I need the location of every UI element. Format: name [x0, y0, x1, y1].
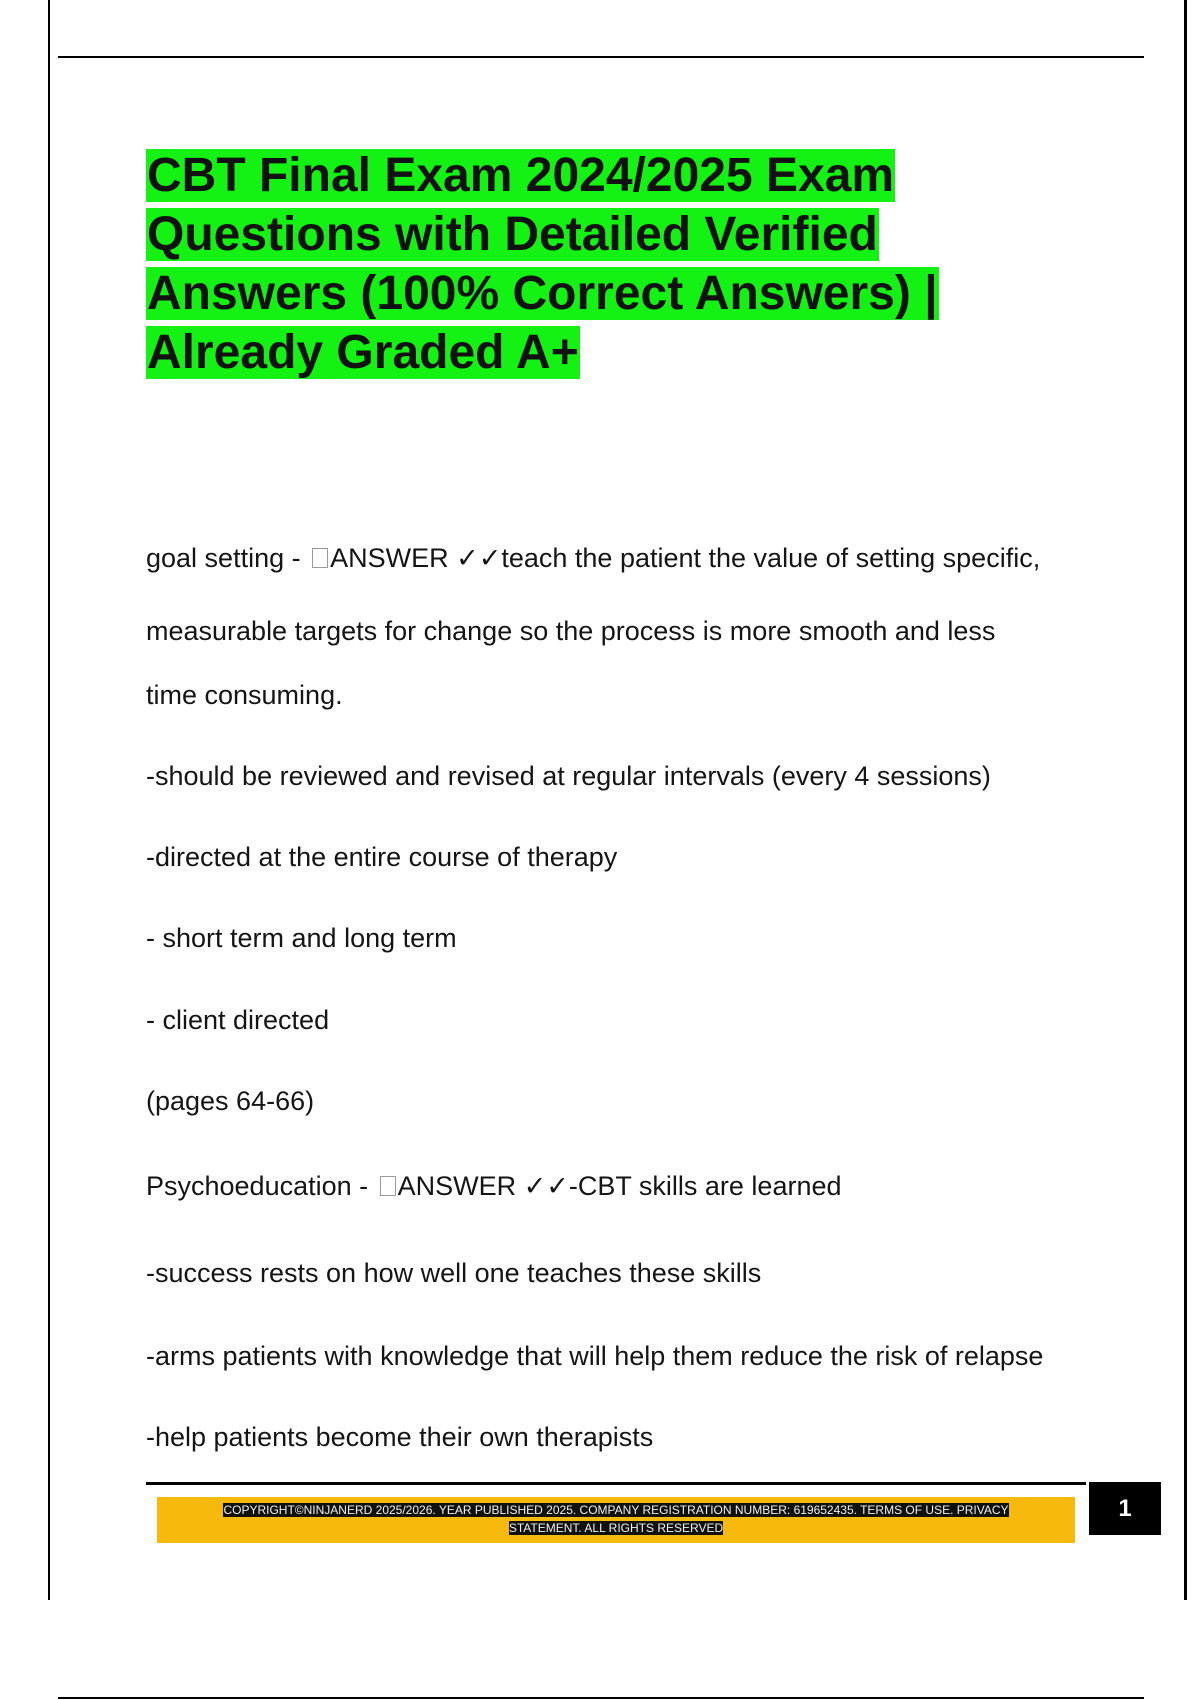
- document-title: [146, 146, 966, 382]
- answer-text: -CBT skills are learned: [568, 1171, 842, 1201]
- header-rule: [58, 56, 1144, 58]
- answer-marker: ANSWER ✓✓: [397, 1171, 569, 1201]
- answer-line: -success rests on how well one teaches these skills: [146, 1258, 762, 1288]
- qa-item-psychoeducation: [146, 1171, 842, 1202]
- title-line: Questions with Detailed Verified: [147, 208, 878, 261]
- page-left-border: [48, 0, 50, 1600]
- answer-text: teach the patient the value of setting specific,: [501, 543, 1041, 573]
- answer-line: -help patients become their own therapists: [146, 1422, 654, 1452]
- answer-line: time consuming.: [146, 680, 343, 710]
- page-number: 1: [1089, 1482, 1161, 1535]
- title-line: CBT Final Exam 2024/2025 Exam: [147, 149, 895, 202]
- footer-rule: [146, 1482, 1086, 1485]
- answer-line: (pages 64-66): [146, 1086, 315, 1116]
- answer-line: measurable targets for change so the process is more smooth and less: [146, 616, 996, 646]
- title-line: Already Graded A+: [147, 326, 579, 379]
- next-page-rule: [58, 1697, 1144, 1699]
- answer-line: - client directed: [146, 1005, 330, 1035]
- qa-term: Psychoeducation -: [146, 1171, 376, 1201]
- answer-line: - short term and long term: [146, 923, 457, 953]
- page-right-border: [1184, 0, 1187, 1600]
- answer-marker: ANSWER ✓✓: [330, 543, 502, 573]
- title-line: Answers (100% Correct Answers) |: [147, 267, 938, 320]
- missing-glyph-box-icon: [380, 1176, 396, 1196]
- answer-line: -directed at the entire course of therapy: [146, 842, 618, 872]
- copyright-footer: [157, 1497, 1075, 1543]
- qa-item-goal-setting: [146, 543, 1040, 574]
- missing-glyph-box-icon: [312, 548, 328, 568]
- answer-line: -arms patients with knowledge that will help them reduce the risk of relapse: [146, 1341, 1044, 1371]
- copyright-text: STATEMENT. ALL RIGHTS RESERVED: [508, 1521, 724, 1535]
- qa-term: goal setting -: [146, 543, 309, 573]
- answer-line: -should be reviewed and revised at regular intervals (every 4 sessions): [146, 761, 991, 791]
- copyright-text: COPYRIGHT©NINJANERD 2025/2026. YEAR PUBLISHED 2025. COMPANY REGISTRATION NUMBER: 619652435. TERMS OF USE. PRIVACY: [223, 1503, 1009, 1517]
